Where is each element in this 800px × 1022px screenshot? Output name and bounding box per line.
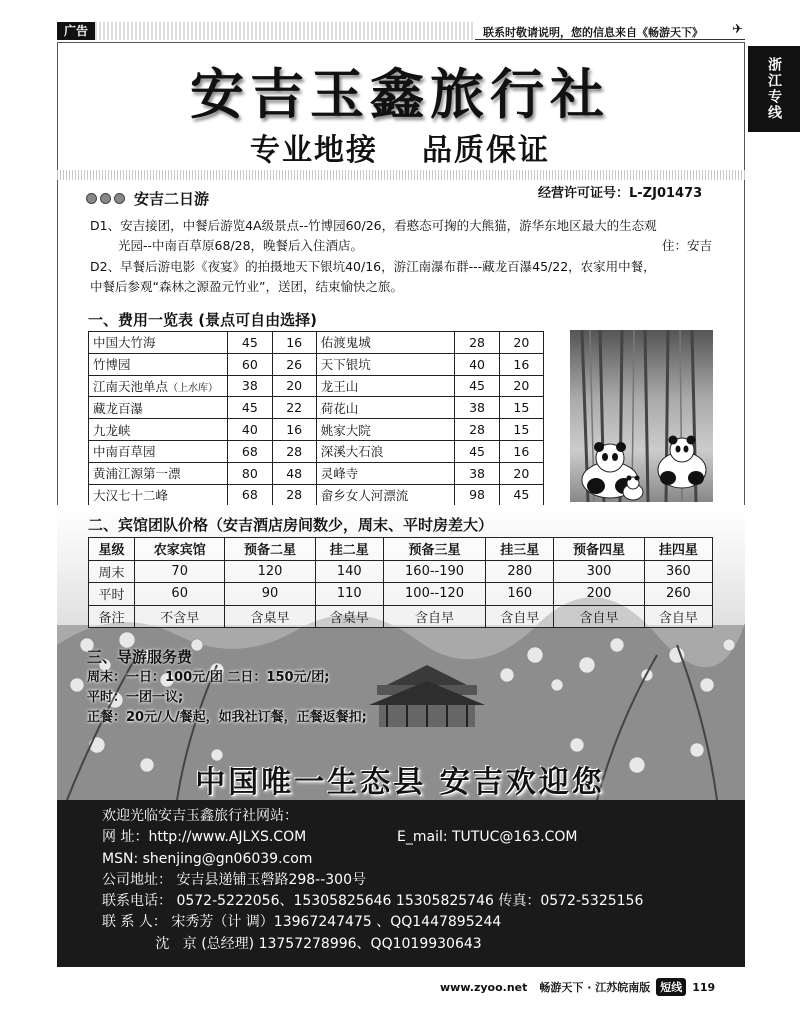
group-price: [272, 397, 316, 419]
attraction-name: [89, 484, 228, 506]
company-name: 安吉玉鑫旅行社: [190, 62, 610, 126]
attraction-name: [89, 462, 228, 484]
group-price: [499, 375, 543, 397]
listed-price: [228, 397, 272, 419]
listed-price-text: 40: [241, 422, 258, 438]
attraction-name-text: 竹博园: [93, 357, 131, 373]
group-price: [499, 440, 543, 462]
itinerary-day1-text: 光园--中南百草原68/28，晚餐后入住酒店。: [118, 238, 364, 253]
attraction-name: [316, 440, 455, 462]
panda-photo: [570, 330, 713, 502]
group-price: [272, 419, 316, 441]
listed-price: [228, 440, 272, 462]
group-price-text: 15: [513, 422, 530, 438]
fees-section-title: 一、费用一览表 (景点可自由选择): [88, 311, 317, 329]
group-price: [499, 353, 543, 375]
attraction-name: [89, 375, 228, 397]
fee-row: [89, 462, 544, 484]
listed-price: [455, 375, 499, 397]
group-price: [499, 484, 543, 506]
hotel-cell: 160--190: [383, 560, 485, 583]
itinerary-day2-line2: 中餐后参观“森林之源盈元竹业”，送团，结束愉快之旅。: [90, 279, 403, 294]
fee-row: [89, 419, 544, 441]
group-price: [272, 332, 316, 354]
attraction-name-text: 黄浦江源第一漂: [93, 466, 181, 482]
group-price-text: 20: [513, 465, 530, 481]
listed-price: [228, 353, 272, 375]
hotel-column-header: 星级: [89, 538, 135, 561]
group-price: [272, 440, 316, 462]
hotel-row: [89, 605, 713, 628]
listed-price: [455, 332, 499, 354]
listed-price-text: 40: [469, 356, 486, 372]
hotel-cell: 不含早: [135, 605, 225, 628]
hotel-header-row: [89, 538, 713, 561]
group-price: [272, 353, 316, 375]
page-footer: [440, 978, 715, 996]
hotel-cell: 160: [486, 583, 554, 606]
source-notice: 联系时敬请说明，您的信息来自《畅游天下》: [483, 26, 703, 39]
listed-price: [228, 375, 272, 397]
fee-row: [89, 375, 544, 397]
hotel-column-header: 预备四星: [554, 538, 644, 561]
group-price-text: 15: [513, 400, 530, 416]
group-price-text: 26: [286, 356, 303, 372]
hotel-cell: 200: [554, 583, 644, 606]
contact-person-2: 沈 京 (总经理) 13757278996、QQ1019930643: [102, 935, 482, 952]
listed-price-text: 80: [241, 465, 258, 481]
group-price: [499, 462, 543, 484]
attraction-name: [316, 332, 455, 354]
attraction-name: [89, 397, 228, 419]
group-price-text: 28: [286, 443, 303, 459]
group-price: [272, 462, 316, 484]
contact-block: [57, 800, 745, 967]
listed-price: [228, 419, 272, 441]
listed-price-text: 60: [241, 356, 258, 372]
hotel-cell: 100--120: [383, 583, 485, 606]
fee-row: [89, 353, 544, 375]
listed-price-text: 45: [469, 378, 486, 394]
listed-price-text: 45: [241, 400, 258, 416]
hotel-cell: 含自早: [486, 605, 554, 628]
listed-price-text: 68: [241, 443, 258, 459]
listed-price-text: 98: [469, 487, 486, 503]
attraction-name-text: 佑渡鬼城: [320, 335, 371, 351]
hotel-row: [89, 560, 713, 583]
itinerary-day1-line1: D1、安吉接团，中餐后游览4A级景点--竹博园60/26，看憨态可掬的大熊猫，游华东地区最大的生态观: [90, 218, 657, 233]
hotel-section-title: 二、宾馆团队价格（安吉酒店房间数少，周末、平时房差大）: [88, 516, 494, 534]
listed-price: [455, 397, 499, 419]
ad-tag: 广告: [57, 22, 95, 40]
attraction-name-text: 中南百草园: [93, 444, 156, 460]
group-price-text: 28: [286, 487, 303, 503]
hotel-cell: 含桌早: [315, 605, 383, 628]
attraction-name: [316, 462, 455, 484]
guide-section-title: 三、导游服务费: [87, 648, 193, 666]
tour-heading: [86, 188, 209, 209]
group-price-text: 20: [286, 378, 303, 394]
top-strip: [95, 22, 745, 40]
itinerary-day1-line2: [90, 236, 712, 256]
listed-price: [228, 484, 272, 506]
guide-fee-meal: 正餐：20元/人/餐起，如我社订餐，正餐返餐扣;: [87, 710, 367, 725]
contact-email[interactable]: E_mail: TUTUC@163.COM: [397, 829, 578, 846]
hotel-cell: 含自早: [383, 605, 485, 628]
slogan-part-1: 专业地接: [250, 133, 378, 168]
hotel-cell: 周末: [89, 560, 135, 583]
listed-price-text: 28: [469, 334, 486, 350]
hotel-cell: 300: [554, 560, 644, 583]
hotel-column-header: 挂二星: [315, 538, 383, 561]
contact-phone: 联系电话： 0572-5222056、15305825646 15305825746 传真：0572-5325156: [102, 893, 644, 910]
contact-website[interactable]: 网 址：http://www.AJLXS.COM: [102, 829, 307, 846]
hotel-column-header: 预备二星: [225, 538, 315, 561]
bullet-icon: [86, 193, 97, 204]
fee-row: [89, 440, 544, 462]
hotel-cell: 90: [225, 583, 315, 606]
tour-title: 安吉二日游: [134, 190, 210, 208]
attraction-name: [89, 419, 228, 441]
group-price-text: 16: [513, 443, 530, 459]
fees-table: [88, 331, 544, 506]
attraction-name: [316, 397, 455, 419]
hotel-column-header: 农家宾馆: [135, 538, 225, 561]
guide-fees: [87, 668, 367, 728]
fee-row: [89, 397, 544, 419]
attraction-name-text: 九龙峡: [93, 422, 131, 438]
region-tab: 浙江专线: [748, 46, 800, 132]
listed-price: [228, 332, 272, 354]
attraction-name-text: 天下银坑: [320, 357, 371, 373]
hotel-cell: 360: [644, 560, 712, 583]
attraction-name-text: 江南天池单点: [93, 378, 169, 394]
attraction-name-text: 中国大竹海: [93, 335, 156, 351]
listed-price: [455, 484, 499, 506]
attraction-name-text: 大汉七十二峰: [93, 487, 169, 503]
magazine-logo-icon: ✈: [732, 22, 743, 37]
attraction-name: [316, 353, 455, 375]
listed-price: [455, 419, 499, 441]
hotel-cell: 备注: [89, 605, 135, 628]
group-price-text: 20: [513, 378, 530, 394]
divider-bar: [57, 170, 745, 180]
attraction-name: [89, 440, 228, 462]
hotel-cell: 70: [135, 560, 225, 583]
attraction-name: [316, 419, 455, 441]
group-price-text: 48: [286, 465, 303, 481]
attraction-name: [89, 332, 228, 354]
fee-row: [89, 332, 544, 354]
listed-price-text: 38: [241, 378, 258, 394]
attraction-name: [316, 375, 455, 397]
group-price-text: 22: [286, 400, 303, 416]
listed-price: [455, 353, 499, 375]
hotel-column-header: 挂三星: [486, 538, 554, 561]
attraction-name-text: 灵峰寺: [320, 466, 359, 482]
itinerary-day1-stay: 住：安吉: [661, 238, 712, 253]
hotel-cell: 含自早: [644, 605, 712, 628]
listed-price-text: 45: [469, 443, 486, 459]
group-price-text: 16: [286, 334, 303, 350]
attraction-note: （上水库）: [168, 382, 219, 394]
attraction-name: [89, 353, 228, 375]
bullet-icon: [114, 193, 125, 204]
listed-price-text: 28: [469, 422, 486, 438]
hotel-cell: 110: [315, 583, 383, 606]
hotel-column-header: 预备三星: [383, 538, 485, 561]
group-price: [272, 375, 316, 397]
attraction-name-text: 荷花山: [320, 400, 359, 416]
itinerary-day2-line1: D2、早餐后游电影《夜宴》的拍摄地天下银坑40/16，游江南瀑布群---藏龙百瀑45/22，农家用中餐，: [90, 259, 656, 274]
group-price: [499, 419, 543, 441]
slogan: [0, 125, 800, 169]
fee-row: [89, 484, 544, 506]
contact-person-1: 联 系 人： 宋秀芳（计 调）13967247475 、QQ1447895244: [102, 914, 502, 931]
hotel-cell: 含桌早: [225, 605, 315, 628]
attraction-name-text: 畲乡女人河漂流: [320, 487, 409, 503]
top-strip-pattern: [95, 22, 475, 40]
hotel-cell: 280: [486, 560, 554, 583]
panda-bamboo-illustration: [570, 330, 713, 502]
listed-price-text: 38: [469, 400, 486, 416]
listed-price-text: 68: [241, 487, 258, 503]
attraction-name-text: 藏龙百瀑: [93, 400, 144, 416]
hotel-cell: 平时: [89, 583, 135, 606]
footer-magazine: 畅游天下 · 江苏皖南版: [539, 981, 651, 994]
contact-web-row: [102, 827, 745, 848]
contact-address: 公司地址： 安吉县递铺玉磬路298--300号: [102, 871, 366, 888]
group-price: [499, 332, 543, 354]
group-price-text: 16: [513, 356, 530, 372]
hotel-cell: 140: [315, 560, 383, 583]
group-price-text: 16: [286, 422, 303, 438]
contact-msn: MSN: shenjing@gn06039.com: [102, 850, 313, 867]
license-number: 经营许可证号：L-ZJ01473: [538, 186, 703, 201]
hotel-column-header: 挂四星: [644, 538, 712, 561]
group-price-text: 20: [513, 334, 530, 350]
footer-tag: 短线: [656, 978, 686, 996]
listed-price: [455, 440, 499, 462]
footer-page-number: 119: [692, 980, 716, 994]
group-price-text: 45: [513, 487, 530, 503]
attraction-name-text: 龙王山: [320, 378, 359, 394]
contact-welcome: 欢迎光临安吉玉鑫旅行社网站：: [102, 808, 298, 824]
footer-site[interactable]: www.zyoo.net: [440, 980, 528, 994]
bullet-icon: [100, 193, 111, 204]
hotel-row: [89, 583, 713, 606]
guide-fee-weekend: 周末：一日：100元/团 二日：150元/团;: [87, 670, 330, 685]
listed-price: [228, 462, 272, 484]
hotel-cell: 120: [225, 560, 315, 583]
group-price: [499, 397, 543, 419]
listed-price-text: 45: [241, 334, 258, 350]
hotel-cell: 60: [135, 583, 225, 606]
guide-fee-weekday: 平时：一团一议;: [87, 690, 184, 705]
hotel-price-table: [88, 537, 713, 628]
slogan-part-2: 品质保证: [422, 133, 550, 168]
attraction-name-text: 姚家大院: [320, 422, 371, 438]
attraction-name: [316, 484, 455, 506]
hotel-cell: 260: [644, 583, 712, 606]
listed-price: [455, 462, 499, 484]
hotel-cell: 含自早: [554, 605, 644, 628]
listed-price-text: 38: [469, 465, 486, 481]
welcome-banner: 中国唯一生态县 安吉欢迎您: [195, 765, 605, 800]
group-price: [272, 484, 316, 506]
attraction-name-text: 深溪大石浪: [320, 444, 384, 460]
